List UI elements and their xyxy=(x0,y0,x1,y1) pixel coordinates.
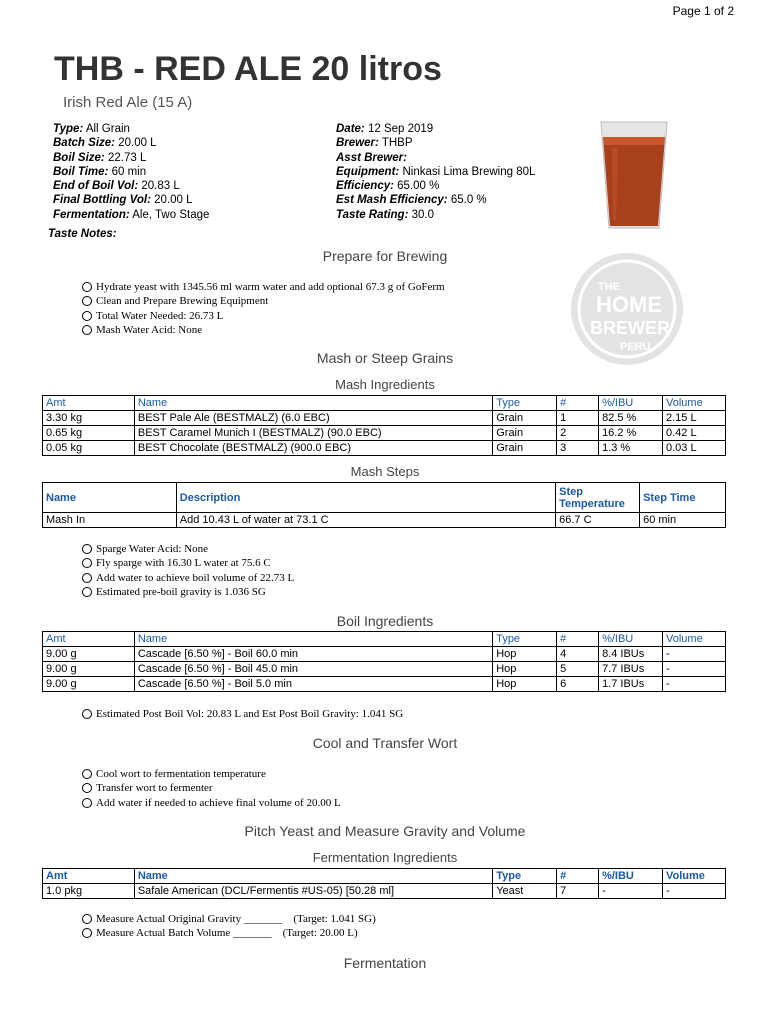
checklist-item[interactable]: Add water if needed to achieve final volume of 20.00 L xyxy=(82,796,341,810)
checkbox-icon[interactable] xyxy=(82,296,92,306)
checklist-item[interactable]: Transfer wort to fermenter xyxy=(82,781,341,795)
table-row: 1.0 pkg Safale American (DCL/Fermentis #US-05) [50.28 ml] Yeast 7 - - xyxy=(43,884,726,899)
mash-steps-table xyxy=(42,482,726,528)
checklist-item[interactable]: Mash Water Acid: None xyxy=(82,323,445,337)
recipe-title: THB - RED ALE 20 litros xyxy=(54,50,442,88)
checklist-item[interactable]: Sparge Water Acid: None xyxy=(82,542,294,556)
checkbox-icon[interactable] xyxy=(82,587,92,597)
fermentation-ingredients-heading: Fermentation Ingredients xyxy=(312,850,458,865)
checkbox-icon[interactable] xyxy=(82,282,92,292)
checklist-item[interactable]: Total Water Needed: 26.73 L xyxy=(82,309,445,323)
checkbox-icon[interactable] xyxy=(82,928,92,938)
beer-style: Irish Red Ale (15 A) xyxy=(63,94,193,111)
recipe-meta-left xyxy=(53,122,209,222)
section-pitch-heading: Pitch Yeast and Measure Gravity and Volume xyxy=(244,823,526,839)
checklist-item[interactable]: Clean and Prepare Brewing Equipment xyxy=(82,294,445,308)
table-header-row: Amt Name Type # %/IBU Volume xyxy=(43,869,726,884)
post-boil-checklist xyxy=(82,707,403,721)
mash-ingredients-heading: Mash Ingredients xyxy=(335,377,435,392)
section-prepare-heading: Prepare for Brewing xyxy=(322,248,448,264)
table-header-row: Amt Name Type # %/IBU Volume xyxy=(43,632,726,647)
meta-brewer: Brewer: THBP xyxy=(336,137,413,150)
checkbox-icon[interactable] xyxy=(82,558,92,568)
meta-boil-time: Boil Time: 60 min xyxy=(53,165,147,178)
meta-final-bottling-vol: Final Bottling Vol: 20.00 L xyxy=(53,194,193,207)
table-row: 9.00 g Cascade [6.50 %] - Boil 60.0 min Hop 4 8.4 IBUs - xyxy=(43,647,726,662)
checklist-item[interactable]: Fly sparge with 16.30 L water at 75.6 C xyxy=(82,556,294,570)
gravity-checklist xyxy=(82,912,376,941)
meta-batch-size: Batch Size: 20.00 L xyxy=(53,137,157,150)
page-number: Page 1 of 2 xyxy=(672,4,734,18)
meta-est-mash-efficiency: Est Mash Efficiency: 65.0 % xyxy=(336,194,487,207)
checkbox-icon[interactable] xyxy=(82,311,92,321)
checkbox-icon[interactable] xyxy=(82,544,92,554)
meta-efficiency: Efficiency: 65.00 % xyxy=(336,180,440,193)
table-row: 0.65 kg BEST Caramel Munich I (BESTMALZ) (90.0 EBC) Grain 2 16.2 % 0.42 L xyxy=(43,426,726,441)
checklist-item[interactable]: Measure Actual Original Gravity _______ (Target: 1.041 SG) xyxy=(82,912,376,926)
table-header-row: Amt Name Type # %/IBU Volume xyxy=(43,396,726,411)
table-row: 9.00 g Cascade [6.50 %] - Boil 45.0 min Hop 5 7.7 IBUs - xyxy=(43,662,726,677)
meta-taste-rating: Taste Rating: 30.0 xyxy=(336,208,435,221)
section-cool-heading: Cool and Transfer Wort xyxy=(312,735,458,751)
mash-steps-heading: Mash Steps xyxy=(350,464,420,479)
mash-ingredients-table xyxy=(42,395,726,456)
meta-type: Type: All Grain xyxy=(53,123,130,135)
checkbox-icon[interactable] xyxy=(82,769,92,779)
recipe-meta-right xyxy=(336,122,535,222)
checklist-item[interactable]: Estimated pre-boil gravity is 1.036 SG xyxy=(82,585,294,599)
meta-boil-size: Boil Size: 22.73 L xyxy=(53,151,147,164)
taste-notes-label: Taste Notes: xyxy=(48,228,117,240)
svg-text:BREWER: BREWER xyxy=(590,318,670,338)
section-fermentation-heading: Fermentation xyxy=(343,955,427,971)
svg-text:PERU: PERU xyxy=(620,341,651,353)
boil-ingredients-table xyxy=(42,631,726,692)
section-mash-heading: Mash or Steep Grains xyxy=(316,350,454,366)
table-row: 9.00 g Cascade [6.50 %] - Boil 5.0 min Hop 6 1.7 IBUs - xyxy=(43,677,726,692)
table-row: 0.05 kg BEST Chocolate (BESTMALZ) (900.0 EBC) Grain 3 1.3 % 0.03 L xyxy=(43,441,726,456)
checkbox-icon[interactable] xyxy=(82,573,92,583)
checklist-item[interactable]: Measure Actual Batch Volume _______ (Target: 20.00 L) xyxy=(82,926,376,940)
section-boil-heading: Boil Ingredients xyxy=(336,613,434,629)
table-header-row: Name Description Step Temperature Step Time xyxy=(43,483,726,513)
fermentation-ingredients-table xyxy=(42,868,726,899)
checkbox-icon[interactable] xyxy=(82,709,92,719)
prepare-checklist xyxy=(82,280,445,337)
svg-text:HOME: HOME xyxy=(596,292,662,317)
checklist-item[interactable]: Cool wort to fermentation temperature xyxy=(82,767,341,781)
meta-date: Date: 12 Sep 2019 xyxy=(336,123,434,135)
checkbox-icon[interactable] xyxy=(82,798,92,808)
table-row: Mash In Add 10.43 L of water at 73.1 C 66.7 C 60 min xyxy=(43,513,726,528)
checkbox-icon[interactable] xyxy=(82,325,92,335)
svg-text:THE: THE xyxy=(598,281,620,293)
checklist-item[interactable]: Estimated Post Boil Vol: 20.83 L and Est Post Boil Gravity: 1.041 SG xyxy=(82,707,403,721)
checkbox-icon[interactable] xyxy=(82,914,92,924)
checklist-item[interactable]: Add water to achieve boil volume of 22.73 L xyxy=(82,571,294,585)
meta-end-of-boil-vol: End of Boil Vol: 20.83 L xyxy=(53,180,180,193)
meta-fermentation: Fermentation: Ale, Two Stage xyxy=(53,208,210,221)
checklist-item[interactable]: Hydrate yeast with 1345.56 ml warm water and add optional 67.3 g of GoFerm xyxy=(82,280,445,294)
beer-glass-icon xyxy=(598,120,670,232)
meta-equipment: Equipment: Ninkasi Lima Brewing 80L xyxy=(336,165,536,178)
checkbox-icon[interactable] xyxy=(82,783,92,793)
cool-checklist xyxy=(82,767,341,810)
sparge-checklist xyxy=(82,542,294,599)
table-row: 3.30 kg BEST Pale Ale (BESTMALZ) (6.0 EBC) Grain 1 82.5 % 2.15 L xyxy=(43,411,726,426)
meta-asst-brewer: Asst Brewer: xyxy=(336,151,407,164)
